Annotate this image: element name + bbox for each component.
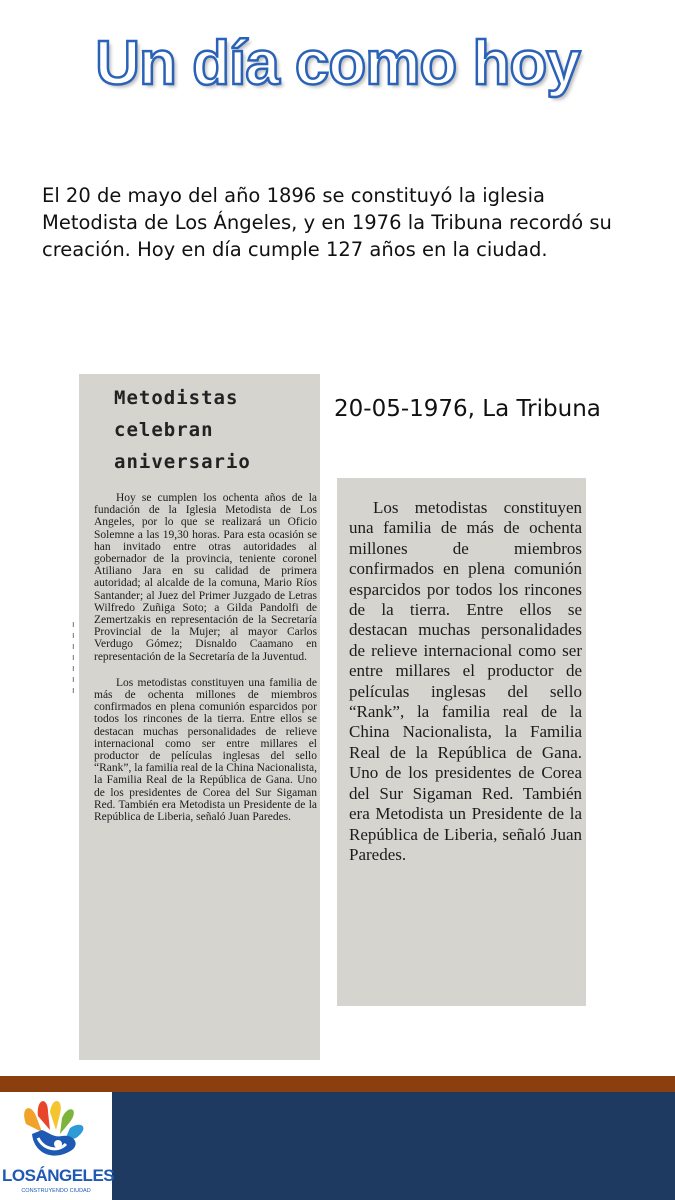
- clipping-paragraph: Hoy se cumplen los ochenta años de la fundación de la Iglesia Metodista de Los Angeles, por lo que se realizará un Oficio Solemne a las 19,30 horas. Para esta ocasión se han invitado entre otras autoridades al gobernador de la provincia, teniente coronel Atiliano Jara en su calidad de primera autoridad; al alcalde de la comuna, Mario Ríos Santander; al Juez del Primer Juzgado de Letras Wilfredo Zuñiga Soto; a Gilda Pandolfi de Zemertzakis en representación de la Secretaría Provincial de la Mujer; al mayor Carlos Verdugo Gómez; Disnaldo Caamano en representación de la Secretaría de la Juventud.: [94, 492, 317, 663]
- clipping-paragraph: Los metodistas constituyen una familia de más de ochenta millones de miembros confirmados en plena comunión esparcidos por todos los rincones de la tierra. Entre ellos se destacan muchas personalidades de relieve internacional como ser entre millares el productor de películas inglesas del sello “Rank”, la familia real de la China Nacionalista, la Familia Real de la República de Gana. Uno de los presidentes de Corea del Sur Sigaman Red. También era Metodista un Presidente de la República de Liberia, señaló Juan Paredes.: [349, 498, 582, 864]
- headline-line: celebran: [114, 419, 214, 441]
- clipping-body: [94, 492, 317, 823]
- hand-logo-icon: [14, 1094, 98, 1166]
- newspaper-clipping-left: [79, 374, 320, 1060]
- intro-paragraph: El 20 de mayo del año 1896 se constituyó la iglesia Metodista de Los Ángeles, y en 1976 la Tribuna recordó su creación. Hoy en día cumple 127 años en la ciudad.: [42, 184, 612, 261]
- clipping-headline: [114, 382, 314, 478]
- footer-rule: [0, 1076, 675, 1092]
- page-title: Un día como hoy: [95, 29, 580, 98]
- source-caption: 20-05-1976, La Tribuna: [334, 396, 601, 422]
- municipality-logo: [0, 1092, 115, 1200]
- scan-edge-marks: ı ı ı ı ı ı ı: [72, 620, 75, 696]
- logo-text: LOSÁNGELES: [2, 1166, 115, 1185]
- newspaper-clipping-right: [337, 478, 586, 1006]
- logo-slogan: CONSTRUYENDO CIUDAD: [21, 1188, 91, 1194]
- headline-line: aniversario: [114, 451, 251, 473]
- clipping-paragraph: Los metodistas constituyen una familia de más de ochenta millones de miembros confirmados en plena comunión esparcidos por todos los rincones de la tierra. Entre ellos se destacan muchas personalidades de relieve internacional como ser entre millares el productor de películas inglesas del sello “Rank”, la familia real de la China Nacionalista, la Familia Real de la República de Gana. Uno de los presidentes de Corea del Sur Sigaman Red. También era Metodista un Presidente de la República de Liberia, señaló Juan Paredes.: [94, 676, 317, 824]
- headline-line: Metodistas: [114, 387, 239, 409]
